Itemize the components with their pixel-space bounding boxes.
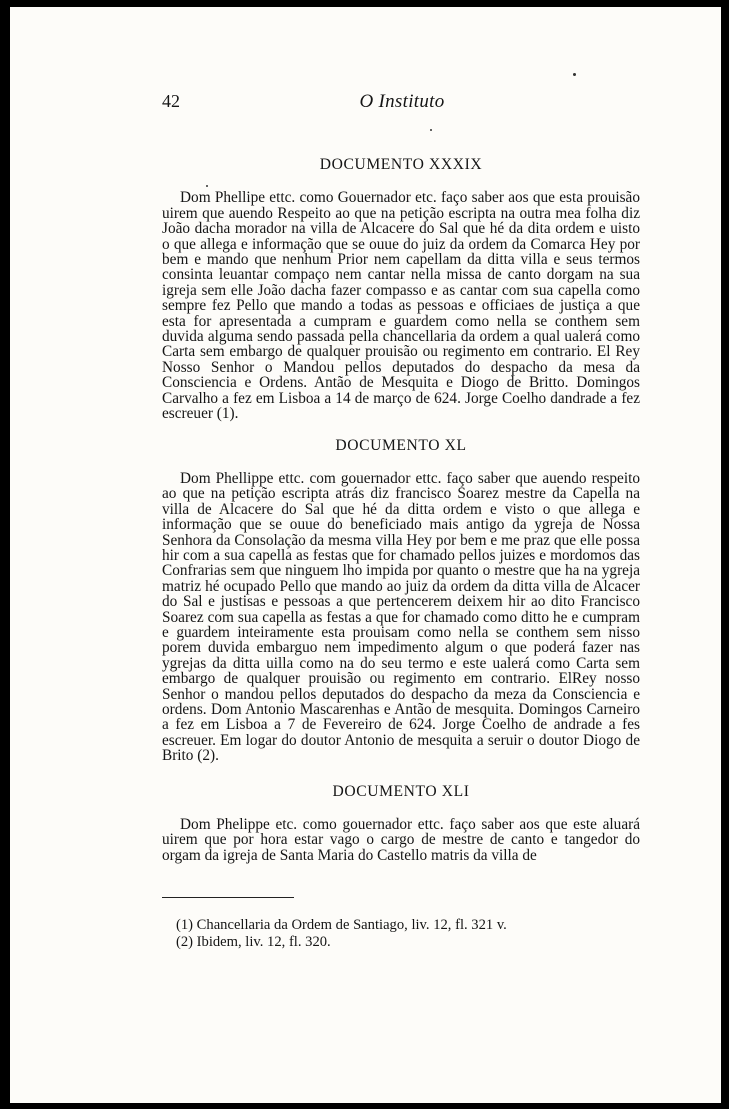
page-header	[162, 91, 642, 121]
document-title: DOCUMENTO XXXIX	[319, 156, 483, 173]
running-title: O Instituto	[359, 91, 445, 112]
scan-speck	[430, 129, 432, 131]
page-number: 42	[162, 91, 180, 111]
footnote-1: (1) Chancellaria da Ordem de Santiago, liv. 12, fl. 321 v.	[176, 917, 507, 933]
document-xli	[162, 784, 640, 864]
document-body: Dom Phelippe etc. como gouernador ettc. faço saber aos que este aluará uirem que por hora estar vago o cargo de mestre de canto e tangedor do orgam da igreja de Santa Maria do Castello matris da villa de	[162, 816, 640, 864]
footnote-2: (2) Ibidem, liv. 12, fl. 320.	[176, 933, 331, 950]
document-body: Dom Phellippe ettc. com gouernador ettc. faço saber que auendo respeito ao que na petição escripta atrás diz francisco Soarez mestre da Capella na villa de Alcacere do Sal que hé da ditta ordem e visto o que allega e informação que se ouue do beneficiado mais antigo da ygreja de Nossa Senhora da Consolação da mesma villa Hey por bem e me praz que elle possa hir com a sua capella as festas que for chamado pellos juizes e mordomos das Confrarias sem que ninguem lho impida por quanto o mestre que ha na ygreja matriz hé ocupado Pello que mando ao juiz da ordem da ditta villa de Alcacer do Sal e justisas e pessoas a que pertencerem deixem hir ao dito Francisco Soarez com sua capella as festas a que for chamado como ditto he e cumpram e guardem inteiramente esta prouisam como nella se conthem sem nisso porem duvida embarguo nem impedimento algum o que poderá fazer nas ygrejas da ditta uilla como na do seu termo e este ualerá como Carta sem embargo de qualquer prouisão ou regimento em contrario. ElRey nosso Senhor o mandou pellos deputados do despacho da meza da Consciencia e ordens. Dom Antonio Mascarenhas e Antão de mesquita. Domingos Carneiro a fez em Lisboa a 7 de Fevereiro de 624. Jorge Coelho de andrade a fes escreuer. Em logar do doutor Antonio de mesquita a seruir o doutor Diogo de Brito (2).	[162, 469, 640, 765]
scan-speck	[573, 73, 576, 76]
page-content	[162, 157, 640, 879]
footnote-divider	[162, 897, 294, 898]
footnotes	[176, 917, 636, 950]
document-xxxix	[162, 157, 640, 422]
document-body: Dom Phellipe ettc. como Gouernador etc. faço saber aos que esta prouisão uirem que auendo Respeito ao que na petição escripta na outra mea folha diz João dacha morador na villa de Alcacere do Sal que hé da dita ordem e uisto o que allega e informação que se ouue do juiz da ordem da Comarca Hey por bem e mando que nenhum Prior nem capellam da ditta villa e seus termos consinta leuantar compaço nem cantar nella missa de canto dorgam na sua igreja sem elle João dacha fazer compasso e as cantar com sua capella como sempre fez Pello que mando a todas as pessoas e officiaes de justiça a que esta for apresentada a cumpram e guardem como nella se conthem sem duvida alguma sendo passada pella chancellaria da ordem a qual ualerá como Carta sem embargo de qualquer prouisão ou regimento em contrario. El Rey Nosso Senhor o Mandou pellos deputados do despacho da mesa da Consciencia e Ordens. Antão de Mesquita e Diogo de Britto. Domingos Carvalho a fez em Lisboa a 14 de março de 624. Jorge Coelho dandrade a fez escreuer (1).	[162, 189, 640, 423]
book-page	[10, 7, 721, 1103]
document-title: DOCUMENTO XLI	[332, 782, 470, 800]
document-title: DOCUMENTO XL	[335, 436, 467, 454]
document-xl	[162, 438, 640, 764]
